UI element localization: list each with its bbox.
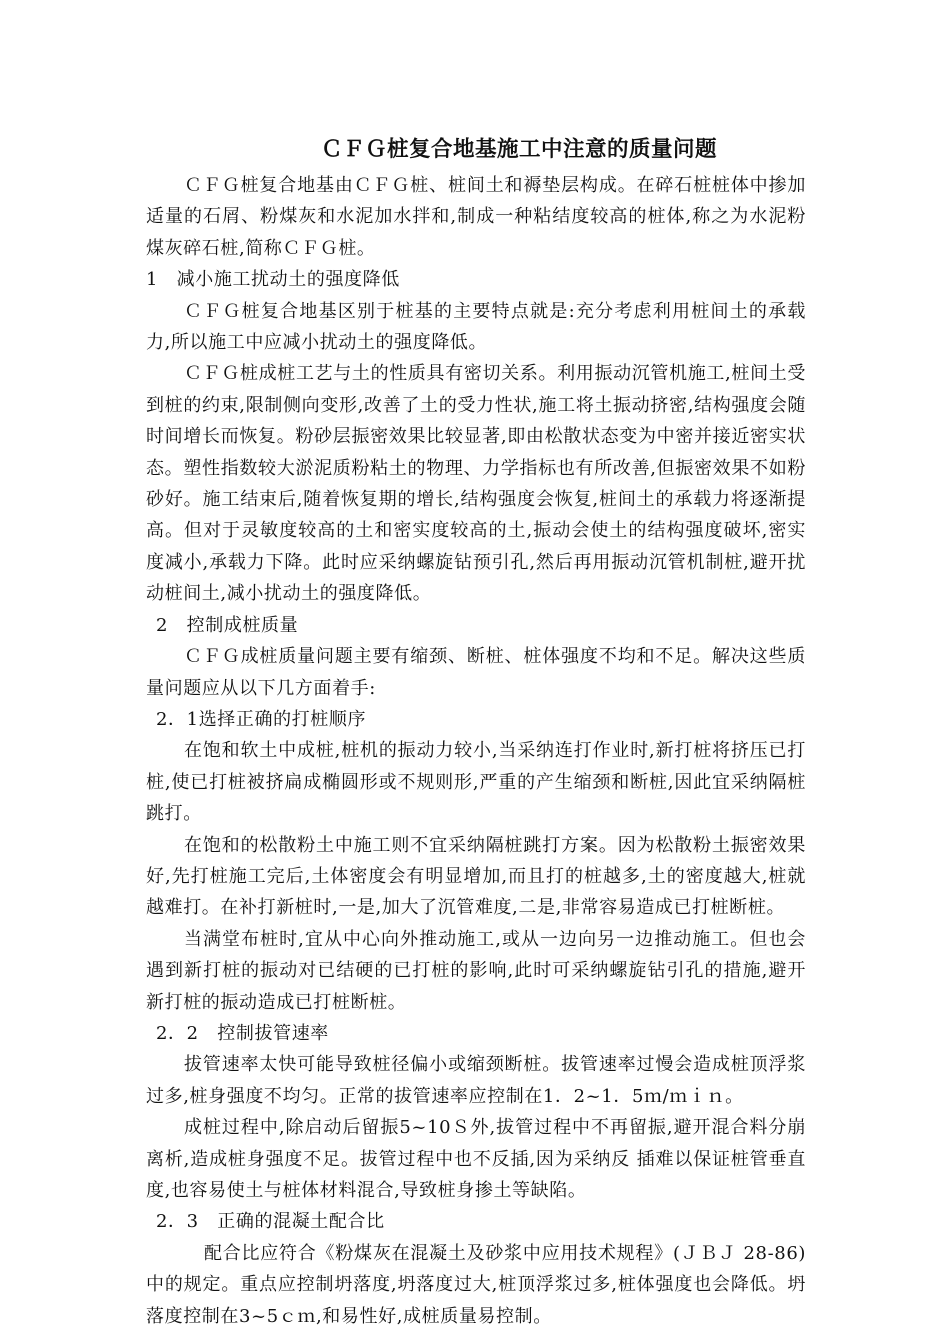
subsection-heading-2-2: 2．2 控制拔管速率 bbox=[156, 1022, 329, 1044]
paragraph: ＣＦＧ成桩质量问题主要有缩颈、断桩、桩体强度不均和不足。解决这些质量问题应从以下几方面着手: bbox=[146, 646, 806, 699]
paragraph: 在饱和软土中成桩,桩机的振动力较小,当采纳连打作业时,新打桩将挤压已打桩,使已打桩被挤扁成椭圆形或不规则形,严重的产生缩颈和断桩,因此宜采纳隔桩跳打。 bbox=[146, 740, 806, 825]
paragraph: 当满堂布桩时,宜从中心向外推动施工,或从一边向另一边推动施工。但也会遇到新打桩的振动对已结硬的已打桩的影响,此时可采纳螺旋钻引孔的措施,避开新打桩的振动造成已打桩断桩。 bbox=[146, 928, 806, 1013]
subsection-heading-2-1: 2．1选择正确的打桩顺序 bbox=[156, 708, 367, 730]
paragraph: ＣＦＧ桩复合地基区别于桩基的主要特点就是:充分考虑利用桩间土的承载力,所以施工中应减小扰动土的强度降低。 bbox=[146, 300, 806, 354]
document-body bbox=[146, 130, 806, 1332]
paragraph: 配合比应符合《粉煤灰在混凝土及砂浆中应用技术规程》(ＪＢＪ 28-86)中的规定。重点应控制坍落度,坍落度过大,桩顶浮浆过多,桩体强度也会降低。坍落度控制在3~5ｃｍ,和易性好,成桩质量易控制。 bbox=[146, 1242, 806, 1327]
section-heading-2: 2 控制成桩质量 bbox=[156, 614, 299, 636]
paragraph: 在饱和的松散粉土中施工则不宜采纳隔桩跳打方案。因为松散粉土振密效果好,先打桩施工完后,土体密度会有明显增加,而且打的桩越多,土的密度越大,桩就越难打。在补打新桩时,一是,加大了沉管难度,二是,非常容易造成已打桩断桩。 bbox=[146, 834, 806, 919]
document-title: ＣＦＧ桩复合地基施工中注意的质量问题 bbox=[320, 137, 717, 162]
subsection-heading-2-3: 2．3 正确的混凝土配合比 bbox=[156, 1211, 385, 1233]
paragraph-intro: ＣＦＧ桩复合地基由ＣＦＧ桩、桩间土和褥垫层构成。在碎石桩桩体中掺加适量的石屑、粉煤灰和水泥加水拌和,制成一种粘结度较高的桩体,称之为水泥粉煤灰碎石桩,简称ＣＦＧ桩。 bbox=[146, 175, 806, 259]
paragraph: ＣＦＧ桩成桩工艺与土的性质具有密切关系。利用振动沉管机施工,桩间土受到桩的约束,限制侧向变形,改善了土的受力性状,施工将土振动挤密,结构强度会随时间增长而恢复。粉砂层振密效果比较显著,即由松散状态变为中密并接近密实状态。塑性指数较大淤泥质粉粘土的物理、力学指标也有所改善,但振密效果不如粉砂好。施工结束后,随着恢复期的增长,结构强度会恢复,桩间土的承载力将逐渐提高。但对于灵敏度较高的土和密实度较高的土,振动会使土的结构强度破坏,密实度减小,承载力下降。此时应采纳螺旋钻预引孔,然后再用振动沉管机制桩,避开扰动桩间土,减小扰动土的强度降低。 bbox=[146, 363, 806, 605]
paragraph: 拔管速率太快可能导致桩径偏小或缩颈断桩。拔管速率过慢会造成桩顶浮浆过多,桩身强度不均匀。正常的拔管速率应控制在1．2~1．5ｍ/ｍｉｎ。 bbox=[146, 1054, 806, 1107]
section-heading-1: 1 减小施工扰动土的强度降低 bbox=[146, 269, 400, 291]
paragraph: 成桩过程中,除启动后留振5~10Ｓ外,拔管过程中不再留振,避开混合料分崩离析,造成桩身强度不足。拔管过程中也不反插,因为采纳反 插难以保证桩管垂直度,也容易使土与桩体材料混合,导致桩身掺土等缺陷。 bbox=[146, 1117, 806, 1201]
